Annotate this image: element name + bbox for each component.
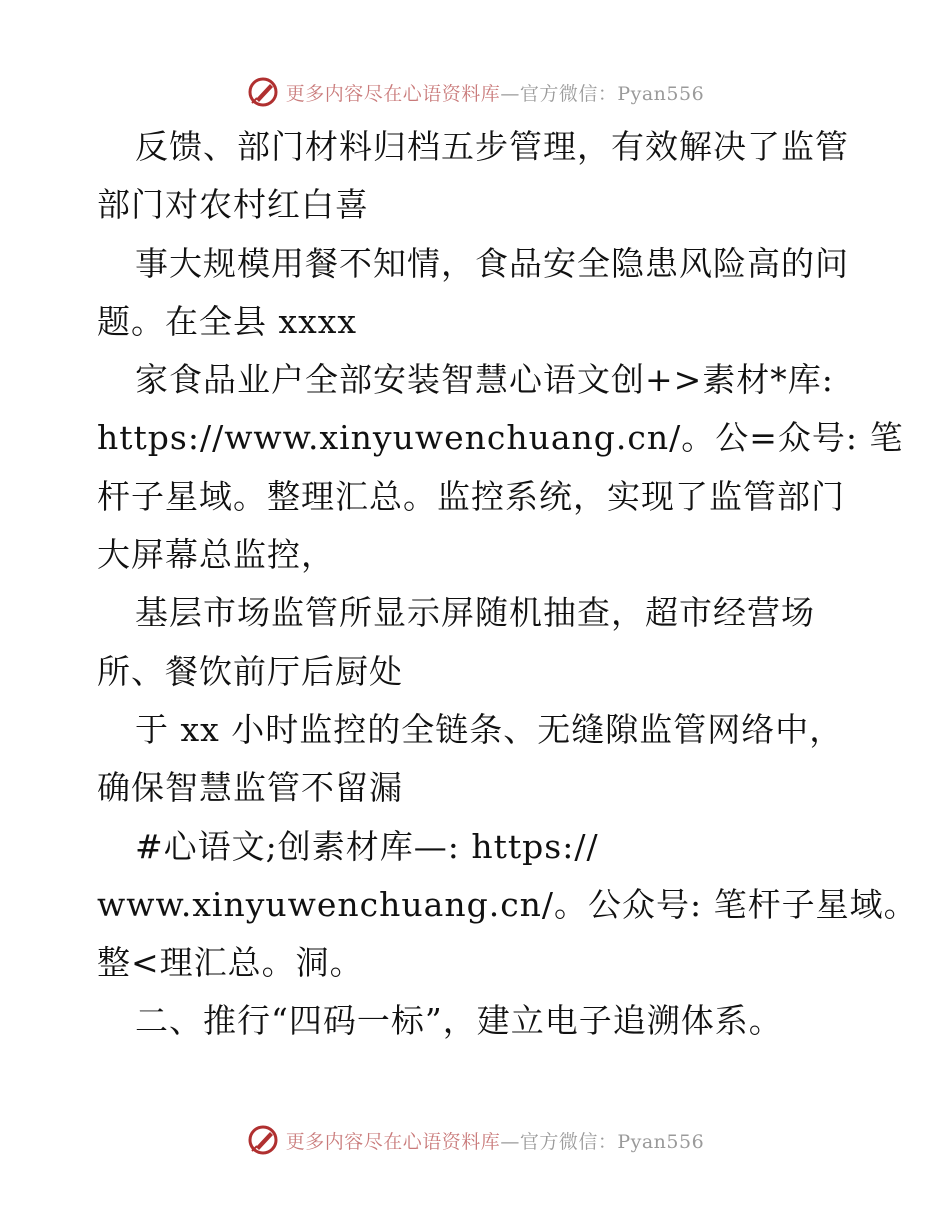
body-line: 二、推行“四码一标”，建立电子追溯体系。 <box>135 1001 783 1041</box>
body-line: 大屏幕总监控， <box>97 535 335 575</box>
body-line: 整<理汇总。洞。 <box>97 943 364 983</box>
body-line: #心语文;创素材库—: https:// <box>135 826 599 866</box>
body-line: https://www.xinyuwenchuang.cn/。公=众号: 笔 <box>97 418 904 458</box>
document-body <box>97 118 918 1051</box>
body-line: 题。在全县 xxxx <box>97 301 357 341</box>
body-line: 所、餐饮前厅后厨处 <box>97 651 403 691</box>
body-line: www.xinyuwenchuang.cn/。公众号: 笔杆子星域。 <box>97 884 918 924</box>
body-line: 杆子星域。整理汇总。监控系统，实现了监管部门 <box>97 476 845 516</box>
body-line: 基层市场监管所显示屏随机抽查，超市经营场 <box>135 593 815 633</box>
body-line: 反馈、部门材料归档五步管理，有效解决了监管 <box>135 127 849 166</box>
body-line: 于 xx 小时监控的全链条、无缝隙监管网络中， <box>135 709 844 749</box>
watermark-text: 更多内容尽在心语资料库—官方微信：Pyan556 <box>285 1130 705 1153</box>
body-line: 家食品业户全部安装智慧心语文创+>素材*库: <box>135 360 834 400</box>
quill-circle-logo-icon <box>246 75 280 109</box>
watermark-text: 更多内容尽在心语资料库—官方微信：Pyan556 <box>285 82 705 105</box>
body-line: 确保智慧监管不留漏 <box>97 768 403 808</box>
quill-circle-logo-icon <box>246 1123 280 1157</box>
body-line: 部门对农村红白喜 <box>97 185 369 225</box>
body-line: 事大规模用餐不知情，食品安全隐患风险高的问 <box>135 243 849 283</box>
header-watermark <box>0 72 950 112</box>
footer-watermark <box>0 1120 950 1160</box>
